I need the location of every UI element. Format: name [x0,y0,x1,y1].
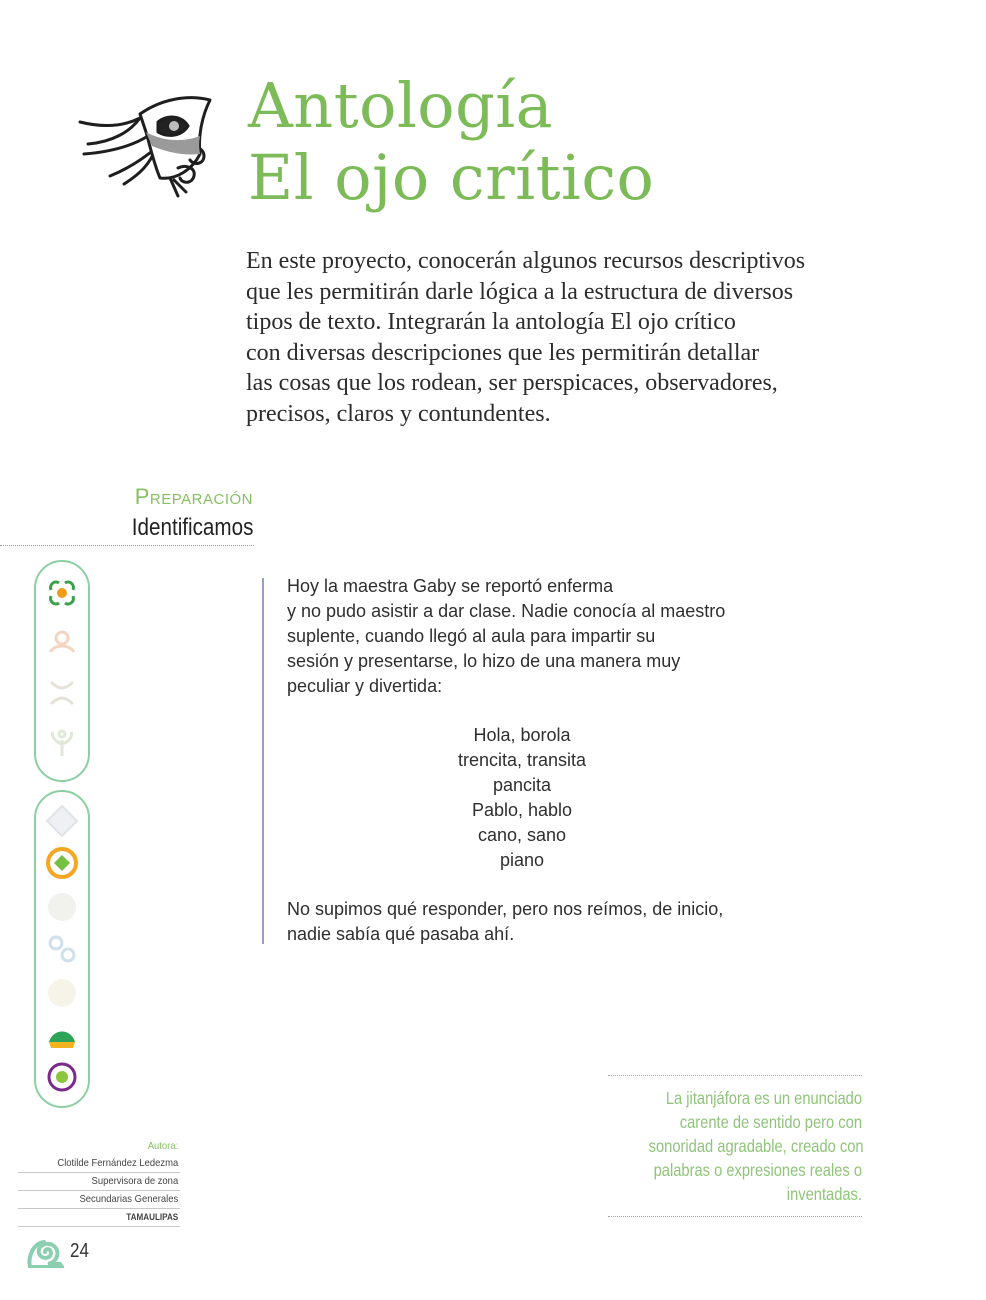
story-line: nadie sabía qué pasaba ahí. [287,924,515,944]
poem-line: Pablo, hablo [471,800,573,820]
interculturalidad-icon [45,890,79,924]
humano-icon [45,726,79,760]
intro-line: las cosas que los rodean, ser perspicaces, observadores, [246,370,778,396]
note-line: La jitanjáfora es un enunciado [665,1088,862,1108]
poem-line: pancita [492,775,552,795]
eye-serpent-logo-icon [74,92,214,200]
title-line-1: Antología [248,69,554,142]
story-paragraph-2 [287,897,787,947]
author-level: Secundarias Generales [18,1191,180,1209]
story-line: suplente, cuando llegó al aula para impartir su [287,626,656,646]
page-number: 24 [70,1240,89,1262]
vida-saludable-icon [45,976,79,1010]
poem-line: trencita, transita [457,750,587,770]
spiral-icon [26,1236,64,1268]
intro-line: que les permitirán darle lógica a la estructura de diversos [246,278,794,305]
author-label: Autora: [147,1140,179,1152]
author-credits [0,1138,180,1227]
story-line: peculiar y divertida: [287,676,443,696]
section-kicker-initial: P [134,484,150,509]
story-accent-bar [262,578,264,944]
section-title: Identificamos [131,514,253,541]
poem-line: Hola, borola [473,725,571,745]
poem-line: piano [499,850,545,870]
sidebar-ejes-articuladores [34,790,90,1108]
section-kicker-rest: reparación [149,484,253,509]
page-title [248,70,654,214]
story-text [287,574,787,947]
lectura-icon [45,1020,79,1054]
author-name: Clotilde Fernández Ledezma [18,1155,180,1173]
story-paragraph-1 [287,574,787,699]
author-role: Supervisora de zona [18,1173,180,1191]
section-kicker [135,484,253,510]
etica-icon [45,676,79,710]
poem-line: cano, sano [477,825,567,845]
pensamiento-critico-icon [45,846,79,880]
story-line: No supimos qué responder, pero nos reímos, de inicio, [287,899,724,919]
story-line: Hoy la maestra Gaby se reportó enferma [287,576,614,596]
intro-line: con diversas descripciones que les permitirán detallar [246,339,760,366]
intro-line: tipos de texto. Integrarán la antología El ojo crítico [246,309,736,335]
story-line: y no pudo asistir a dar clase. Nadie conocía al maestro [287,601,726,621]
lenguajes-icon [45,576,79,610]
section-divider [0,545,254,546]
intro-paragraph [246,246,816,429]
story-line: sesión y presentarse, lo hizo de una manera muy [287,651,681,671]
note-line: inventadas. [786,1184,862,1204]
sidebar-campos-formativos [34,560,90,782]
igualdad-icon [45,932,79,966]
note-line: palabras o expresiones reales o [653,1160,862,1180]
note-line: sonoridad agradable, creado con [648,1136,864,1156]
intro-line: precisos, claros y contundentes. [246,400,551,427]
author-state: TAMAULIPAS [18,1209,180,1227]
saberes-icon [45,626,79,660]
definition-note [608,1075,862,1217]
note-line: carente de sentido pero con [679,1112,862,1132]
intro-line: En este proyecto, conocerán algunos recursos descriptivos [246,248,806,274]
artes-icon [45,1060,79,1094]
inclusion-icon [45,804,79,838]
title-line-2: El ojo crítico [248,141,655,214]
jitanjafora-poem [287,723,757,873]
